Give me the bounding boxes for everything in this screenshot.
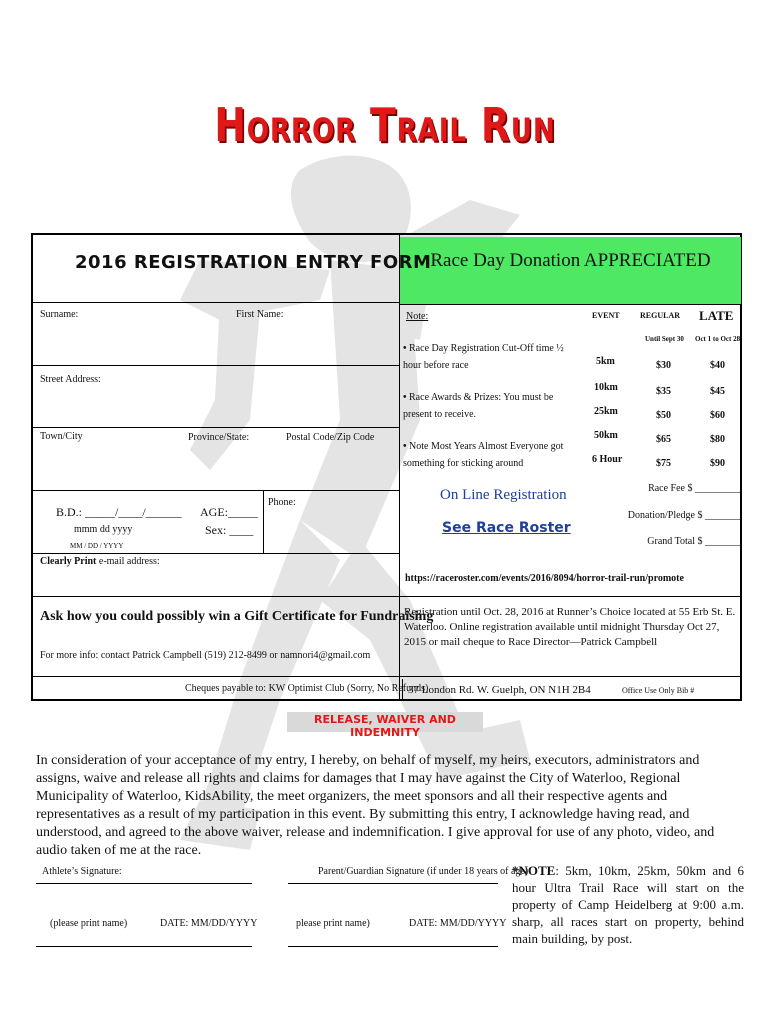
fee-regular: $35 bbox=[656, 386, 671, 397]
registration-url[interactable]: https://raceroster.com/events/2016/8094/horror-trail-run/promote bbox=[405, 573, 684, 584]
print-name-label: (please print name) bbox=[50, 918, 128, 929]
divider bbox=[402, 679, 403, 699]
fee-row bbox=[586, 452, 740, 476]
print-name-line[interactable] bbox=[288, 946, 498, 947]
email-field[interactable] bbox=[40, 556, 160, 567]
birthdate-field[interactable]: B.D.: _____/____/______ bbox=[56, 505, 182, 519]
postal-code-field[interactable]: Postal Code/Zip Code bbox=[286, 432, 375, 443]
guardian-signature-line[interactable] bbox=[288, 883, 498, 884]
waiver-text: In consideration of your acceptance of my entry, I hereby, on behalf of myself, my heirs, executors, administrators and assigns, waive and release all rights and claims for damages that I may have against the City of Waterloo, Regional Municipality of Waterloo, KidsAbility, the meet organizers, the meet sponsors and all their respective agents and representatives as a result of my participation in this event. By submitting this entry, I acknowledge having read, and understood, and agreed to the above waiver, release and indemnification. I give approval for use of any photo, video, and audio taken of me at the race. bbox=[36, 753, 715, 858]
race-roster-link[interactable]: See Race Roster bbox=[442, 520, 571, 536]
registration-info: Registration until Oct. 28, 2016 at Runner’s Choice located at 55 Erb St. E. Waterloo. Online registration available until midnight Thursday Oct 27, 2015 or mail cheque to Race Director—Patrick Campbell bbox=[404, 606, 736, 648]
note-prefix: *NOTE bbox=[512, 863, 556, 878]
fee-event: 6 Hour bbox=[592, 454, 623, 465]
cheques-payable: Cheques payable to: KW Optimist Club (Sorry, No Refunds) bbox=[185, 683, 429, 694]
waiver-title: RELEASE, WAIVER AND INDEMNITY bbox=[314, 713, 456, 739]
divider bbox=[263, 490, 264, 553]
street-address-field[interactable]: Street Address: bbox=[40, 374, 101, 385]
fundraising-heading: Ask how you could possibly win a Gift Certificate for Fundraising bbox=[40, 609, 434, 624]
town-city-field[interactable]: Town/City bbox=[40, 431, 83, 442]
fee-regular: $30 bbox=[656, 360, 671, 371]
race-fee-field[interactable]: Race Fee $ _________ bbox=[648, 483, 740, 494]
donation-banner-text: Race Day Donation APPRECIATED bbox=[430, 250, 711, 271]
fee-rows bbox=[586, 356, 740, 476]
date-label: DATE: MM/DD/YYYY bbox=[409, 918, 507, 929]
fee-late: $80 bbox=[710, 434, 725, 445]
province-state-field[interactable]: Province/State: bbox=[188, 432, 250, 443]
divider bbox=[33, 302, 399, 303]
donation-field[interactable]: Donation/Pledge $ _______ bbox=[627, 510, 740, 521]
fee-regular: $50 bbox=[656, 410, 671, 421]
note-item: • Race Day Registration Cut-Off time ½ hour before race bbox=[403, 340, 583, 374]
birthdate-format: mmm dd yyyy bbox=[74, 524, 133, 535]
surname-field[interactable]: Surname: bbox=[40, 309, 79, 320]
fee-event: 25km bbox=[594, 406, 618, 417]
fee-row bbox=[586, 428, 740, 452]
email-label: e-mail address: bbox=[96, 556, 160, 567]
birthdate-overlay: MM / DD / YYYY bbox=[70, 542, 124, 550]
start-location-note bbox=[512, 862, 744, 947]
divider bbox=[33, 427, 399, 428]
athlete-signature-label: Athlete’s Signature: bbox=[42, 866, 122, 877]
fee-regular: $65 bbox=[656, 434, 671, 445]
grand-total-field[interactable]: Grand Total $ _______ bbox=[647, 536, 740, 547]
print-name-label: please print name) bbox=[296, 918, 370, 929]
divider bbox=[33, 553, 399, 554]
divider bbox=[33, 490, 399, 491]
fundraising-contact: For more info: contact Patrick Campbell (519) 212-8499 or namnori4@gmail.com bbox=[40, 650, 371, 661]
age-field[interactable]: AGE:_____ bbox=[200, 505, 258, 519]
divider bbox=[33, 365, 399, 366]
fee-event: 5km bbox=[596, 356, 615, 367]
sex-field[interactable]: Sex: ____ bbox=[205, 523, 254, 537]
fee-header-event: EVENT bbox=[592, 311, 620, 320]
print-name-line[interactable] bbox=[36, 946, 252, 947]
divider bbox=[33, 596, 741, 597]
fee-row bbox=[586, 404, 740, 428]
fee-row bbox=[586, 380, 740, 404]
athlete-signature-line[interactable] bbox=[36, 883, 252, 884]
event-title: Horror Trail Run bbox=[214, 98, 556, 152]
note-item: • Note Most Years Almost Everyone got something for sticking around bbox=[403, 438, 583, 472]
email-label-bold: Clearly Print bbox=[40, 556, 97, 567]
fee-row bbox=[586, 356, 740, 380]
first-name-field[interactable]: First Name: bbox=[236, 309, 284, 320]
divider bbox=[399, 304, 741, 305]
fee-late: $45 bbox=[710, 386, 725, 397]
fee-late: $60 bbox=[710, 410, 725, 421]
mailing-address: 37 London Rd. W. Guelph, ON N1H 2B4 bbox=[408, 684, 591, 696]
note-item: • Race Awards & Prizes: You must be present to receive. bbox=[403, 389, 583, 423]
guardian-signature-label: Parent/Guardian Signature (if under 18 years of age) bbox=[318, 866, 529, 877]
online-registration-heading: On Line Registration bbox=[440, 487, 567, 503]
fee-header-regular: REGULAR bbox=[640, 311, 681, 320]
form-title: 2016 REGISTRATION ENTRY FORM bbox=[75, 252, 432, 273]
fee-regular: $75 bbox=[656, 458, 671, 469]
fee-event: 50km bbox=[594, 430, 618, 441]
date-label: DATE: MM/DD/YYYY bbox=[160, 918, 258, 929]
fee-subheader-late: Oct 1 to Oct 28 bbox=[695, 335, 741, 343]
phone-field[interactable]: Phone: bbox=[268, 497, 296, 508]
fee-header-late: LATE bbox=[699, 308, 734, 323]
divider bbox=[33, 676, 741, 677]
fee-event: 10km bbox=[594, 382, 618, 393]
fee-late: $40 bbox=[710, 360, 725, 371]
fee-subheader-regular: Until Sept 30 bbox=[645, 335, 684, 343]
note-text: : 5km, 10km, 25km, 50km and 6 hour Ultra Trail Race will start on the property of Camp Heidelberg at 9:00 a.m. sharp, all races start on property, behind main building, by post. bbox=[512, 863, 744, 946]
fee-late: $90 bbox=[710, 458, 725, 469]
office-use-bib: Office Use Only Bib # bbox=[622, 686, 695, 695]
note-label: Note: bbox=[406, 311, 429, 322]
